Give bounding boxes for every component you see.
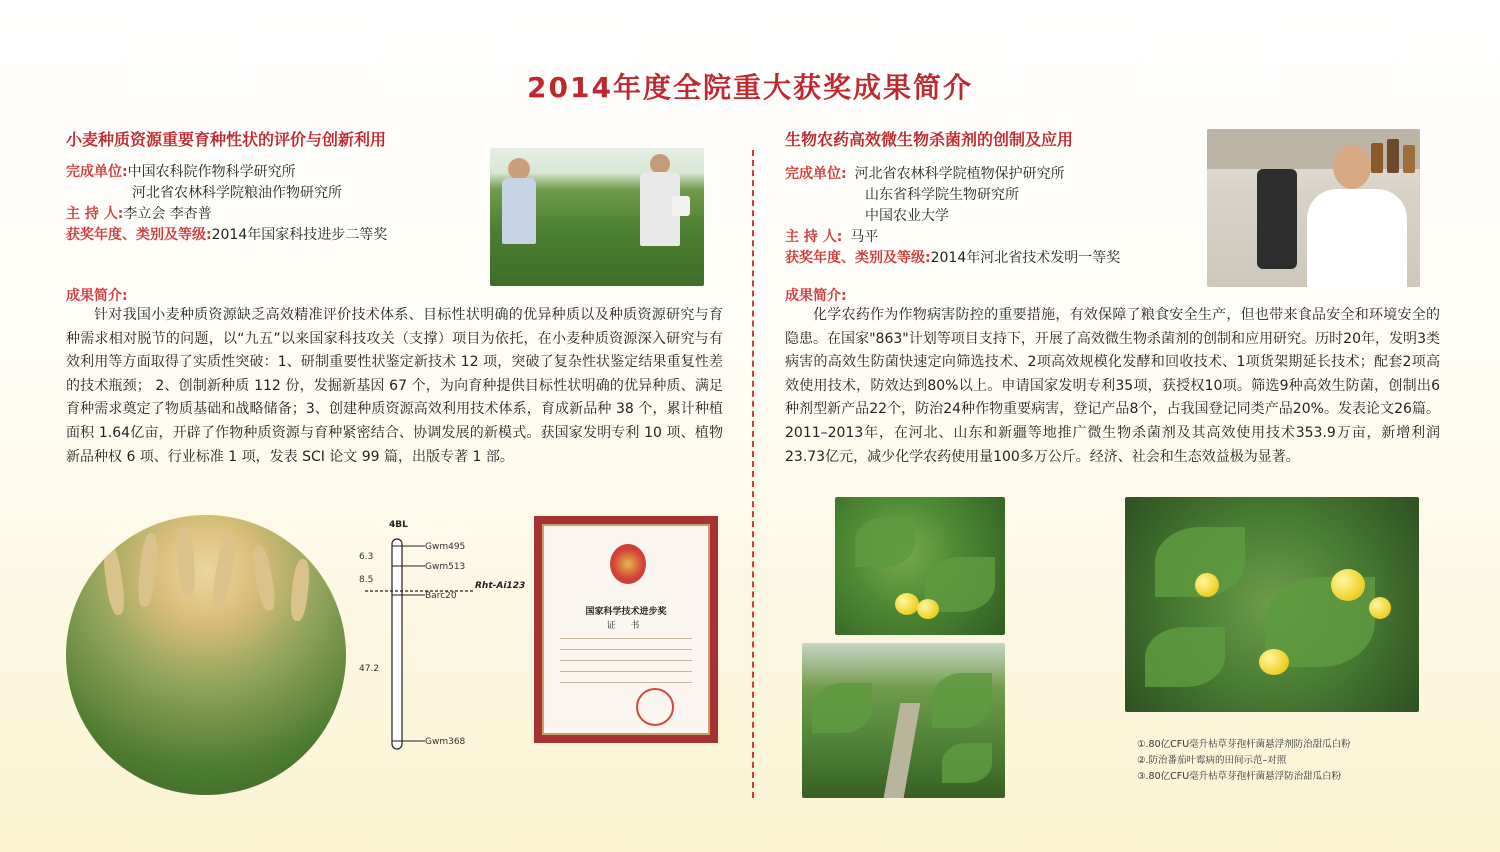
left-unit-2: 河北省农林科学院粮油作物研究所 (132, 185, 342, 201)
wheat-field-photo (66, 515, 346, 795)
certificate-text-lines (560, 638, 692, 693)
chromosome-bar (392, 539, 402, 749)
left-summary: 针对我国小麦种质资源缺乏高效精准评价技术体系、目标性状明确的优异种质以及种质资源研究与育种需求相对脱节的问题，以“九五”以来国家科技攻关（支撑）项目为依托，在小麦种质资源深入研究与有效利用等方面取得了实质性突破：1、研制重要性状鉴定新技术 12 项，突破了复杂性状鉴定结果重复性差的技术瓶颈； 2、创制新种质 112 份，发掘新基因 67 个，为向育种提供目标性状明确的优异种质、满足育种需求奠定了物质基础和战略储备；3、创建种质资源高效利用技术体系，育成新品种 38 个，累计种植面积 1.64亿亩，开辟了作物种质资源与育种紧密结合、协调发展的新模式。获国家发明专利 10 项、植物新品种权 6 项、行业标准 1 项，发表 SCI 论文 99 篇，出版专著 1 部。 (66, 307, 723, 465)
marker-name-1: Gwm495 (425, 542, 466, 552)
caption-2: ②.防治番茄叶霉病的田间示范–对照 (1137, 755, 1287, 766)
page-title: 2014年度全院重大获奖成果简介 (527, 71, 973, 104)
right-heading: 生物农药高效微生物杀菌剂的创制及应用 (785, 130, 1074, 149)
right-summary-label: 成果简介: (785, 288, 847, 304)
left-award-label: 获奖年度、类别及等级: (66, 227, 212, 243)
certificate-title: 国家科学技术进步奖 (585, 607, 667, 617)
right-unit-3: 中国农业大学 (865, 208, 949, 224)
left-host: 李立会 李杏普 (123, 206, 212, 222)
marker-name-2: Gwm513 (425, 562, 466, 572)
right-unit-label: 完成单位: (785, 166, 847, 182)
center-divider (752, 150, 754, 798)
left-meta (66, 162, 387, 246)
right-award-row (785, 248, 1120, 269)
right-unit-row-3 (785, 206, 1120, 227)
right-meta (785, 164, 1120, 269)
right-unit-row (785, 164, 1120, 185)
marker-name-5: Gwm368 (425, 737, 466, 747)
right-host-row (785, 227, 1120, 248)
genetic-map (355, 515, 535, 755)
caption-3: ③.80亿CFU毫升枯草芽孢杆菌悬浮防治甜瓜白粉 (1137, 771, 1342, 782)
right-host: 马平 (850, 229, 879, 245)
left-host-row (66, 204, 387, 225)
marker-pos-1: 6.3 (359, 552, 374, 562)
caption-1: ①.80亿CFU毫升枯草芽孢杆菌悬浮剂防治甜瓜白粉 (1137, 739, 1351, 750)
certificate-seal-icon (636, 688, 674, 726)
right-host-label: 主 持 人: (785, 229, 843, 245)
gene-label: Rht-Ai123 (475, 581, 526, 591)
left-unit-row (66, 162, 387, 183)
certificate-subtitle: 证 书 (606, 621, 646, 631)
left-host-label: 主 持 人: (66, 206, 124, 222)
left-summary-label: 成果简介: (66, 288, 128, 304)
left-unit-row-2 (66, 183, 387, 204)
genetic-map-svg (355, 515, 535, 755)
right-award-label: 获奖年度、类别及等级: (785, 250, 931, 266)
marker-name-3: Barc20 (425, 591, 457, 601)
melon-photo-1 (835, 497, 1005, 635)
national-emblem-icon (610, 544, 646, 584)
right-unit-2: 山东省科学院生物研究所 (865, 187, 1019, 203)
award-certificate (534, 516, 718, 743)
right-unit-1: 河北省农林科学院植物保护研究所 (854, 166, 1065, 182)
right-unit-row-2 (785, 185, 1120, 206)
tomato-greenhouse-photo (802, 643, 1005, 798)
marker-pos-2: 8.5 (359, 575, 374, 585)
melon-photo-2 (1125, 497, 1419, 712)
photo-captions (1137, 737, 1351, 785)
marker-pos-4: 47.2 (359, 664, 380, 674)
field-inspection-photo (490, 148, 704, 286)
left-unit-1: 中国农科院作物科学研究所 (127, 164, 296, 180)
researcher-lab-photo (1207, 129, 1420, 287)
certificate-paper (542, 524, 710, 735)
left-heading: 小麦种质资源重要育种性状的评价与创新利用 (66, 130, 387, 149)
right-summary: 化学农药作为作物病害防控的重要措施，有效保障了粮食安全生产，但也带来食品安全和环境安全的隐患。在国家"863"计划等项目支持下，开展了高效微生物杀菌剂的创制和应用研究。历时20年，发明3类病害的高效生防菌快速定向筛选技术、2项高效规模化发酵和回收技术、1项货架期延长技术；配套2项高效使用技术，防效达到80%以上。申请国家发明专利35项，获授权10项。筛选9种高效生防菌，创制出6种剂型新产品22个，防治24种作物重要病害，登记产品8个，占我国登记同类产品20%。发表论文26篇。2011–2013年，在河北、山东和新疆等地推广微生物杀菌剂及其高效使用技术353.9万亩，新增利润23.73亿元，减少化学农药使用量100多万公斤。经济、社会和生态效益极为显著。 (785, 307, 1440, 465)
left-award: 2014年国家科技进步二等奖 (211, 227, 388, 243)
right-award: 2014年河北省技术发明一等奖 (930, 250, 1121, 266)
left-award-row (66, 225, 387, 246)
left-unit-label: 完成单位: (66, 164, 128, 180)
map-chrom-label: 4BL (389, 520, 408, 530)
